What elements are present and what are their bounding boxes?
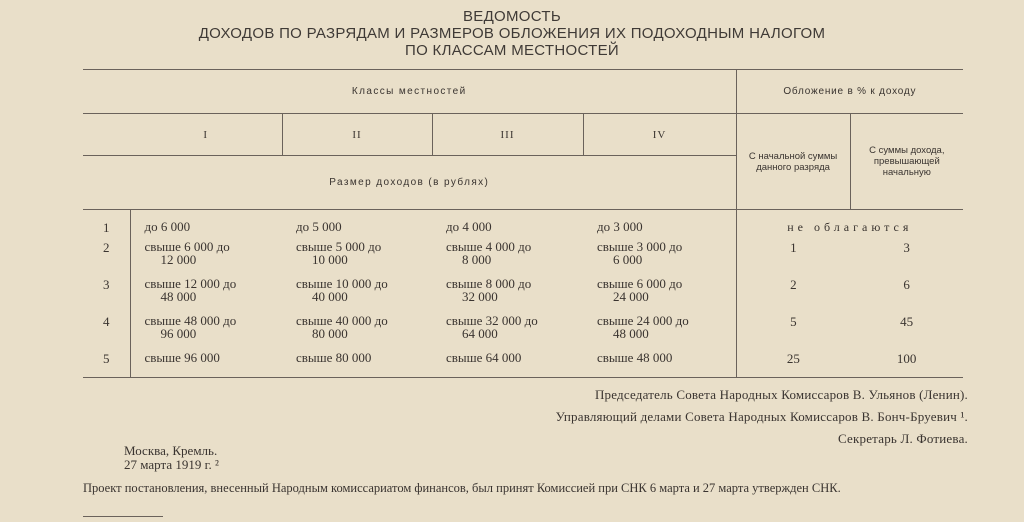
cell-class-2 — [282, 314, 432, 351]
cell-text-cont: 48 000 — [160, 288, 197, 304]
title-line-3: ПО КЛАССАМ МЕСТНОСТЕЙ — [405, 42, 619, 59]
cell-class-1 — [130, 240, 282, 277]
row-number: 4 — [103, 313, 110, 329]
percent-initial: 5 — [736, 314, 850, 351]
cell-text: свыше 5 000 до — [296, 238, 382, 254]
cell-class-3 — [432, 240, 583, 277]
row-number: 3 — [103, 276, 110, 292]
table-row — [83, 277, 963, 314]
signature-secretary: Секретарь Л. Фотиева. — [838, 431, 968, 446]
table-row — [83, 240, 963, 277]
cell-class-4 — [583, 351, 736, 378]
cell-text: свыше 96 000 — [144, 349, 220, 365]
class-label-1: I — [130, 114, 282, 156]
percent-excess: 3 — [903, 239, 910, 255]
cell-text-cont: 96 000 — [160, 325, 197, 341]
header-initial: С начальной суммы данного разряда — [736, 114, 850, 210]
cell-class-2 — [282, 277, 432, 314]
percent-excess: 45 — [900, 313, 914, 329]
cell-class-3 — [432, 351, 583, 378]
cell-class-1 — [130, 277, 282, 314]
signature-manager: Управляющий делами Совета Народных Комиссаров В. Бонч-Бруевич ¹. — [555, 409, 968, 424]
percent-excess: 6 — [903, 276, 910, 292]
row-number: 5 — [103, 350, 110, 366]
table-row — [83, 314, 963, 351]
cell-text: свыше 64 000 — [446, 349, 522, 365]
cell-class-4 — [583, 314, 736, 351]
cell-text: свыше 40 000 до — [296, 312, 388, 328]
cell-text: до 4 000 — [446, 218, 492, 234]
cell-text-cont: 64 000 — [462, 325, 498, 341]
cell-text-cont: 12 000 — [160, 251, 197, 267]
cell-class-4 — [583, 220, 736, 240]
document-title — [0, 8, 1024, 59]
row-number: 2 — [103, 239, 110, 255]
cell-class-2 — [282, 220, 432, 240]
class-label-3: III — [432, 114, 583, 156]
percent-initial: 1 — [736, 240, 850, 277]
class-label-2: II — [282, 114, 432, 156]
cell-text: свыше 80 000 — [296, 349, 372, 365]
class-label-4: IV — [583, 114, 736, 156]
income-tax-table — [83, 69, 963, 378]
cell-text: свыше 8 000 до — [446, 275, 532, 291]
cell-text: свыше 3 000 до — [597, 238, 683, 254]
cell-class-2 — [282, 351, 432, 378]
header-tax: Обложение в % к доходу — [736, 70, 963, 114]
cell-text-cont: 24 000 — [613, 288, 649, 304]
table-row — [83, 351, 963, 378]
header-row-1 — [83, 70, 963, 114]
table-bottom-rule — [83, 377, 963, 378]
footnote: Проект постановления, внесенный Народным комиссариатом финансов, был принят Комиссией при СНК 6 марта и 27 марта утвержден СНК. — [83, 481, 841, 495]
percent-excess: 100 — [896, 350, 917, 366]
cell-class-4 — [583, 277, 736, 314]
cell-text: до 5 000 — [296, 218, 342, 234]
cell-class-1 — [130, 220, 282, 240]
cell-class-3 — [432, 277, 583, 314]
cell-text: свыше 10 000 до — [296, 275, 388, 291]
title-line-2: ДОХОДОВ ПО РАЗРЯДАМ И РАЗМЕРОВ ОБЛОЖЕНИЯ ИХ ПОДОХОДНЫМ НАЛОГОМ — [198, 25, 826, 42]
cell-class-1 — [130, 351, 282, 378]
exempt-label: не облагаются — [736, 220, 963, 240]
cell-text-cont: 48 000 — [613, 325, 649, 341]
cell-class-4 — [583, 240, 736, 277]
cell-text: свыше 6 000 до — [597, 275, 683, 291]
header-classes: Классы местностей — [83, 70, 736, 114]
cell-class-3 — [432, 220, 583, 240]
place-date: 27 марта 1919 г. ² — [124, 457, 219, 472]
cell-text: до 6 000 — [144, 218, 191, 234]
header-excess: С суммы дохода, превышающей начальную — [850, 114, 963, 210]
cell-class-2 — [282, 240, 432, 277]
cell-text: свыше 12 000 до — [144, 275, 237, 291]
cell-text: свыше 24 000 до — [597, 312, 689, 328]
cell-text-cont: 8 000 — [462, 251, 492, 267]
cell-text-cont: 6 000 — [613, 251, 643, 267]
place-city: Москва, Кремль. — [124, 443, 218, 458]
cell-class-3 — [432, 314, 583, 351]
percent-initial: 2 — [736, 277, 850, 314]
cell-text-cont: 32 000 — [462, 288, 498, 304]
signature-chairman: Председатель Совета Народных Комиссаров В. Ульянов (Ленин). — [594, 387, 968, 402]
cell-text: свыше 32 000 до — [446, 312, 538, 328]
cell-text: свыше 6 000 до — [144, 238, 230, 254]
cell-text-cont: 40 000 — [312, 288, 348, 304]
cell-class-1 — [130, 314, 282, 351]
title-line-1: ВЕДОМОСТЬ — [462, 8, 562, 25]
cell-text: свыше 48 000 — [597, 349, 673, 365]
percent-initial: 25 — [736, 351, 850, 378]
header-row-2 — [83, 114, 963, 156]
cell-text-cont: 10 000 — [312, 251, 348, 267]
footnote-rule — [83, 516, 163, 517]
cell-text: свыше 48 000 до — [144, 312, 237, 328]
cell-text-cont: 80 000 — [312, 325, 348, 341]
cell-text: свыше 4 000 до — [446, 238, 532, 254]
cell-text: до 3 000 — [597, 218, 643, 234]
header-income: Размер доходов (в рублях) — [83, 156, 736, 210]
table-row — [83, 220, 963, 240]
row-number: 1 — [103, 219, 110, 235]
